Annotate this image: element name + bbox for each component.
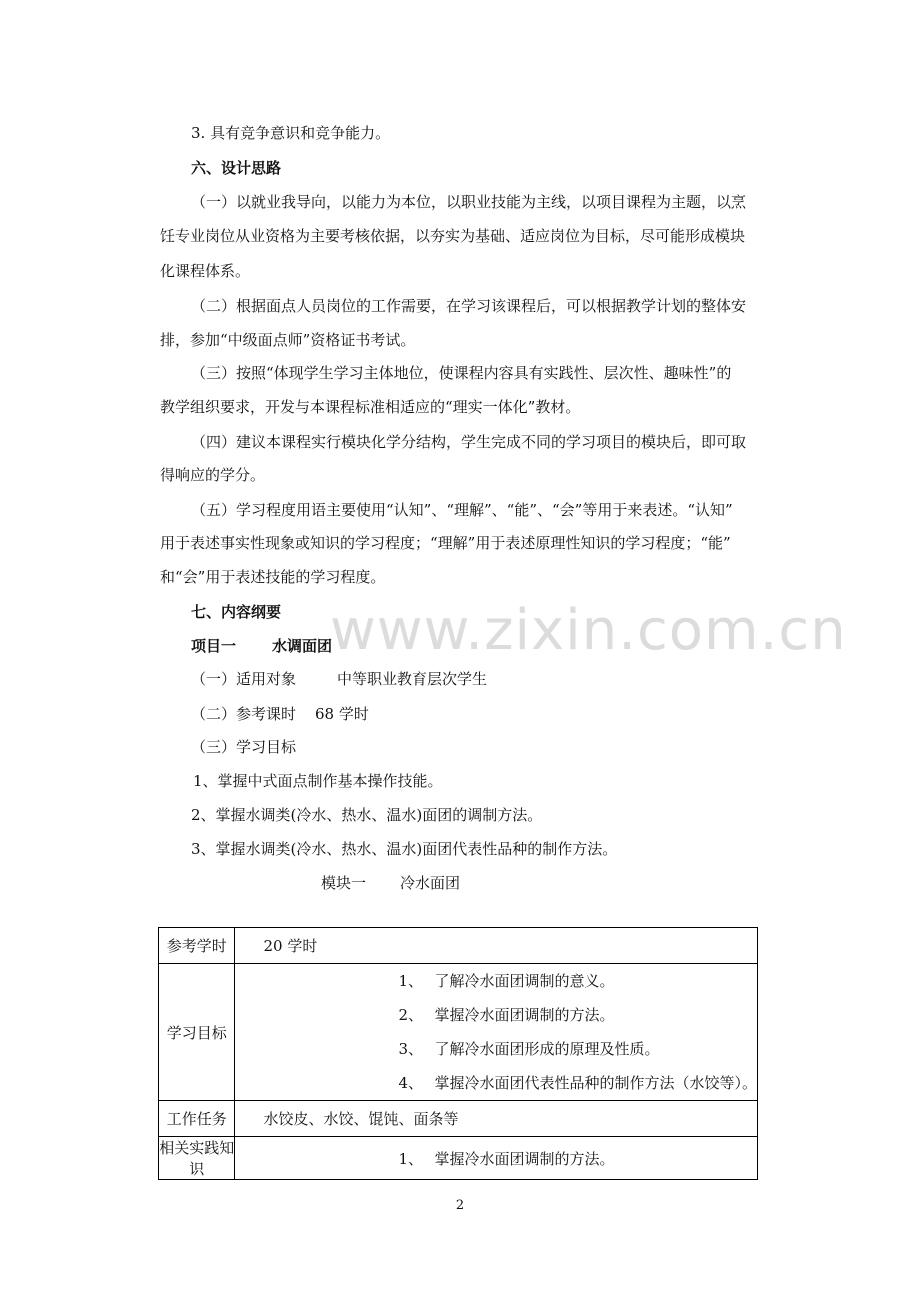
table-row bbox=[159, 928, 758, 964]
target-value: 中等职业教育层次学生 bbox=[337, 670, 488, 688]
paragraph-design-2: （二）根据面点人员岗位的工作需要，在学习该课程后，可以根据教学计划的整体安 bbox=[191, 297, 747, 315]
table-row bbox=[159, 1101, 758, 1137]
project-name: 水调面团 bbox=[272, 637, 333, 655]
table-value-task: 水饺皮、水饺、馄饨、面条等 bbox=[235, 1101, 758, 1137]
goal-item-2: 2、掌握水调类(冷水、热水、温水)面团的调制方法。 bbox=[191, 806, 543, 824]
watermark: www.zixin.com.cn bbox=[330, 598, 847, 663]
paragraph-design-3: （三）按照“体现学生学习主体地位，使课程内容具有实践性、层次性、趣味性”的 bbox=[191, 364, 732, 382]
project-label: 项目一 bbox=[191, 637, 237, 655]
paragraph-design-5-end: 和“会”用于表述技能的学习程度。 bbox=[160, 568, 386, 586]
table-goal-4: 4、 掌握冷水面团代表性品种的制作方法（水饺等）。 bbox=[398, 1074, 757, 1092]
page-number: 2 bbox=[455, 1198, 465, 1213]
hours-label: （二）参考课时 bbox=[191, 705, 297, 723]
table-label-goals: 学习目标 bbox=[159, 964, 235, 1101]
goal-item-3: 3、掌握水调类(冷水、热水、温水)面团代表性品种的制作方法。 bbox=[191, 840, 618, 858]
paragraph-competition: 3. 具有竞争意识和竞争能力。 bbox=[191, 124, 391, 142]
table-goal-1: 1、 了解冷水面团调制的意义。 bbox=[398, 972, 615, 990]
paragraph-design-5: （五）学习程度用语主要使用“认知”、“理解”、“能”、“会”等用于来表述。“认知” bbox=[191, 501, 733, 519]
table-goals-cell bbox=[235, 964, 758, 1101]
paragraph-design-1: （一）以就业我导向，以能力为本位，以职业技能为主线，以项目课程为主题，以烹 bbox=[191, 193, 747, 211]
module-table bbox=[158, 927, 758, 1180]
section-heading-design: 六、设计思路 bbox=[191, 159, 282, 177]
module-name: 冷水面团 bbox=[400, 874, 461, 892]
table-row bbox=[159, 964, 758, 1101]
table-goal-2: 2、 掌握冷水面团调制的方法。 bbox=[398, 1006, 615, 1024]
module-label: 模块一 bbox=[321, 874, 367, 892]
target-label: （一）适用对象 bbox=[191, 670, 297, 688]
table-row bbox=[159, 1137, 758, 1180]
paragraph-design-1-end: 化课程体系。 bbox=[160, 262, 251, 280]
table-label-task: 工作任务 bbox=[159, 1101, 235, 1137]
paragraph-design-5-cont: 用于表述事实性现象或知识的学习程度；“理解”用于表述原理性知识的学习程度；“能” bbox=[160, 534, 731, 552]
table-label-practice: 相关实践知识 bbox=[159, 1137, 235, 1180]
section-heading-outline: 七、内容纲要 bbox=[191, 603, 282, 621]
goals-label: （三）学习目标 bbox=[191, 738, 297, 756]
paragraph-design-3-cont: 教学组织要求，开发与本课程标准相适应的“理实一体化”教材。 bbox=[160, 398, 581, 416]
table-goal-3: 3、 了解冷水面团形成的原理及性质。 bbox=[398, 1040, 660, 1058]
paragraph-design-4-cont: 得响应的学分。 bbox=[160, 466, 266, 484]
table-value-hours: 20 学时 bbox=[235, 928, 758, 964]
paragraph-design-4: （四）建议本课程实行模块化学分结构，学生完成不同的学习项目的模块后，即可取 bbox=[191, 433, 747, 451]
goal-item-1: 1、掌握中式面点制作基本操作技能。 bbox=[193, 772, 443, 790]
table-label-hours: 参考学时 bbox=[159, 928, 235, 964]
paragraph-design-2-cont: 排，参加“中级面点师”资格证书考试。 bbox=[160, 331, 416, 349]
hours-value: 68 学时 bbox=[315, 705, 369, 723]
paragraph-design-1-cont: 饪专业岗位从业资格为主要考核依据，以夯实为基础、适应岗位为目标，尽可能形成模块 bbox=[160, 227, 746, 245]
table-value-practice: 1、 掌握冷水面团调制的方法。 bbox=[235, 1137, 758, 1180]
